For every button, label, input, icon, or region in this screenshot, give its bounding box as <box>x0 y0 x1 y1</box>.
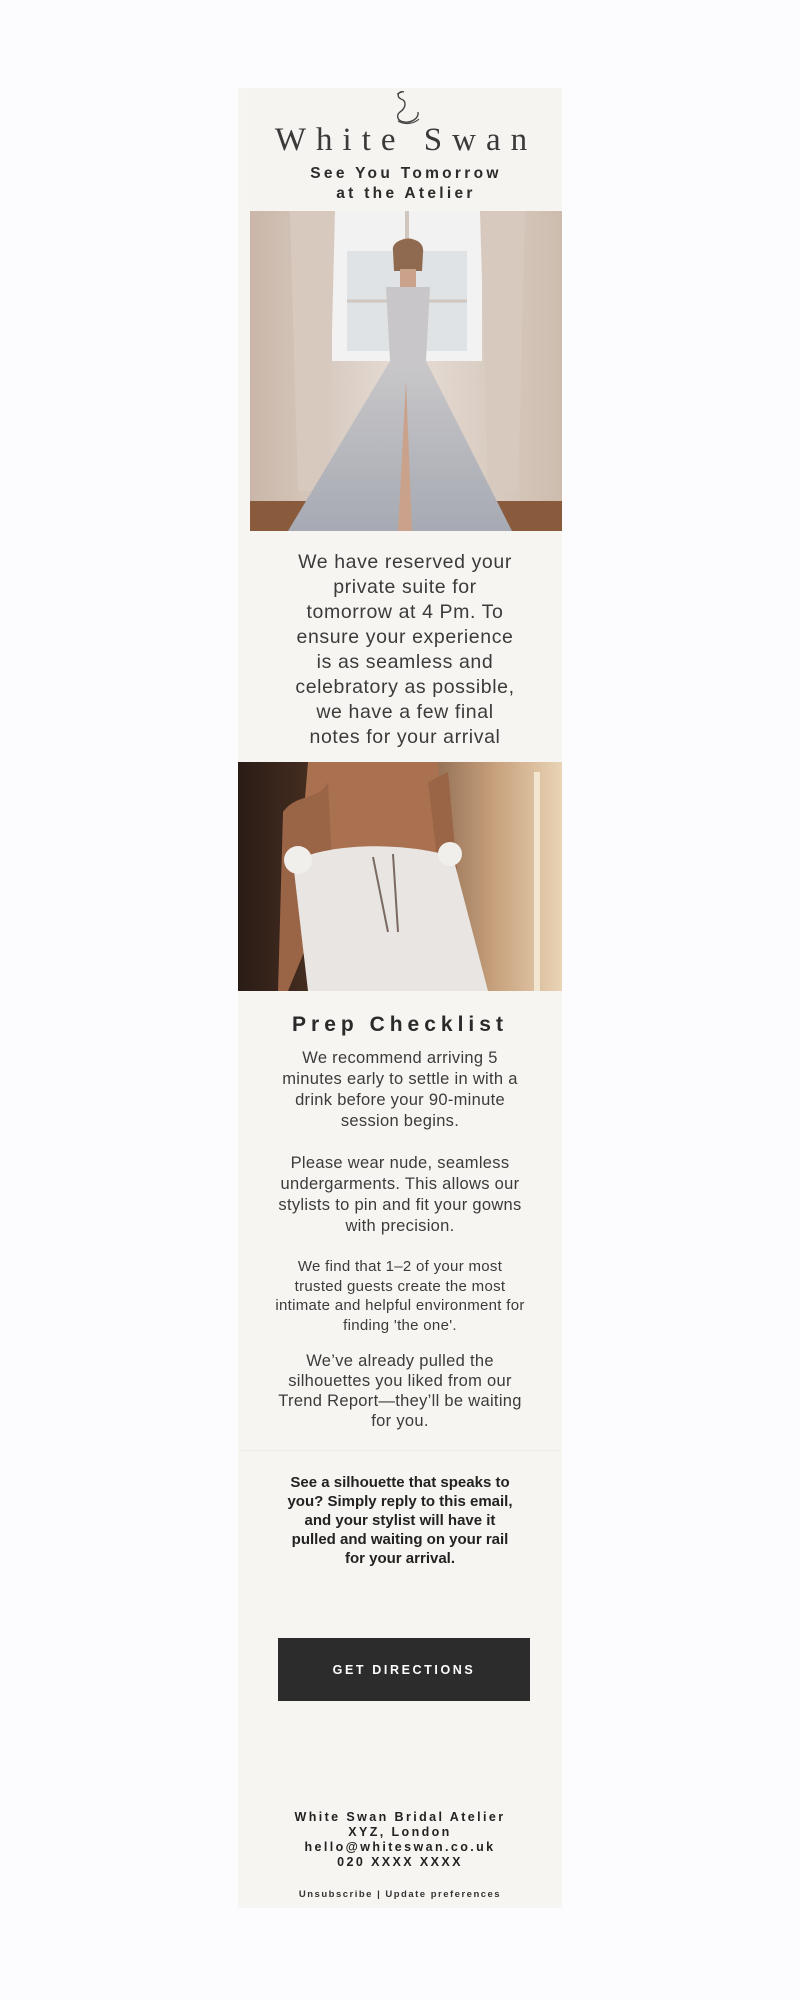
checklist-title: Prep Checklist <box>292 1013 508 1036</box>
checklist-item-arrival: We recommend arriving 5 minutes early to settle in with a drink before your 90-minute session begins. <box>282 1049 518 1130</box>
checklist-item-guests: We find that 1–2 of your most trusted guests create the most intimate and helpful environment for finding 'the one'. <box>275 1258 525 1334</box>
footer-links <box>238 1889 562 1900</box>
checklist-item-silhouettes: We’ve already pulled the silhouettes you liked from our Trend Report—they’ll be waiting for you. <box>278 1352 522 1430</box>
footer-address: XYZ, London <box>348 1825 452 1839</box>
subheadline: See You Tomorrow at the Atelier <box>310 165 502 202</box>
footer-contact <box>238 1810 562 1870</box>
section-divider <box>238 1450 562 1451</box>
gown-back-image <box>238 762 562 991</box>
brand-name: White Swan <box>274 122 538 158</box>
get-directions-button[interactable]: GET DIRECTIONS <box>278 1638 530 1701</box>
unsubscribe-link[interactable]: Unsubscribe <box>298 1889 373 1900</box>
footer-email[interactable]: hello@whiteswan.co.uk <box>304 1840 496 1854</box>
email-header <box>250 88 562 210</box>
intro-message: We have reserved your private suite for tomorrow at 4 Pm. To ensure your experience is as seamless and celebratory as possible, we have a few final notes for your arrival <box>295 551 515 748</box>
footer-name: White Swan Bridal Atelier <box>294 1810 506 1824</box>
checklist-item-undergarments: Please wear nude, seamless undergarments. This allows our stylists to pin and fit your gowns with precision. <box>278 1154 522 1235</box>
footer-separator: | <box>377 1889 382 1900</box>
update-preferences-link[interactable]: Update preferences <box>385 1889 502 1900</box>
cta-message: See a silhouette that speaks to you? Simply reply to this email, and your stylist will have it pulled and waiting on your rail for your arrival. <box>287 1474 513 1567</box>
footer-phone[interactable]: 020 XXXX XXXX <box>337 1855 463 1869</box>
hero-gown-image <box>250 211 562 531</box>
